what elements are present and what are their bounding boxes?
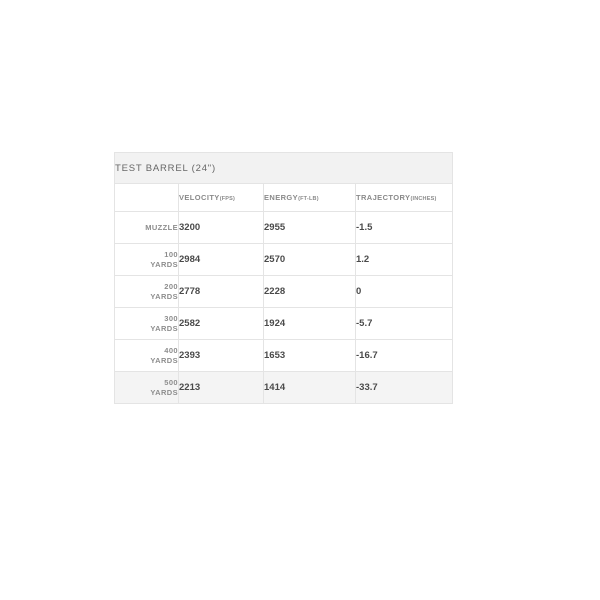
- table-row: [115, 244, 453, 276]
- table-caption-row: [115, 153, 453, 184]
- table-row: [115, 372, 453, 404]
- row-velocity: 2213: [179, 372, 264, 404]
- ballistics-table-container: [114, 152, 452, 404]
- row-range-400: 400 YARDS: [115, 340, 179, 372]
- column-header-energy-label: ENERGY: [264, 193, 299, 202]
- column-header-velocity-unit: (FPS): [219, 196, 236, 202]
- column-header-trajectory-label: TRAJECTORY: [356, 193, 411, 202]
- table-caption: TEST BARREL (24"): [115, 153, 453, 184]
- column-header-range: [115, 184, 179, 212]
- row-velocity: 2393: [179, 340, 264, 372]
- column-header-velocity-label: VELOCITY: [179, 193, 220, 202]
- table-row: [115, 308, 453, 340]
- row-trajectory: -16.7: [356, 340, 453, 372]
- row-trajectory: 0: [356, 276, 453, 308]
- row-velocity: 3200: [179, 212, 264, 244]
- column-header-energy: [264, 184, 356, 212]
- row-energy: 2955: [264, 212, 356, 244]
- row-energy: 1653: [264, 340, 356, 372]
- row-trajectory: 1.2: [356, 244, 453, 276]
- table-row: [115, 212, 453, 244]
- row-velocity: 2778: [179, 276, 264, 308]
- column-header-trajectory: [356, 184, 453, 212]
- row-trajectory: -33.7: [356, 372, 453, 404]
- table-header-row: [115, 184, 453, 212]
- row-energy: 2570: [264, 244, 356, 276]
- row-energy: 2228: [264, 276, 356, 308]
- row-energy: 1414: [264, 372, 356, 404]
- row-trajectory: -1.5: [356, 212, 453, 244]
- row-range-100: 100 YARDS: [115, 244, 179, 276]
- column-header-trajectory-unit: (INCHES): [410, 196, 437, 202]
- column-header-energy-unit: (FT-LB): [298, 196, 319, 202]
- ballistics-table: [114, 152, 453, 404]
- row-velocity: 2582: [179, 308, 264, 340]
- row-range-200: 200 YARDS: [115, 276, 179, 308]
- table-row: [115, 340, 453, 372]
- row-range-300: 300 YARDS: [115, 308, 179, 340]
- row-range-muzzle: MUZZLE: [115, 212, 179, 244]
- row-energy: 1924: [264, 308, 356, 340]
- row-trajectory: -5.7: [356, 308, 453, 340]
- column-header-velocity: [179, 184, 264, 212]
- row-velocity: 2984: [179, 244, 264, 276]
- row-range-500: 500 YARDS: [115, 372, 179, 404]
- table-row: [115, 276, 453, 308]
